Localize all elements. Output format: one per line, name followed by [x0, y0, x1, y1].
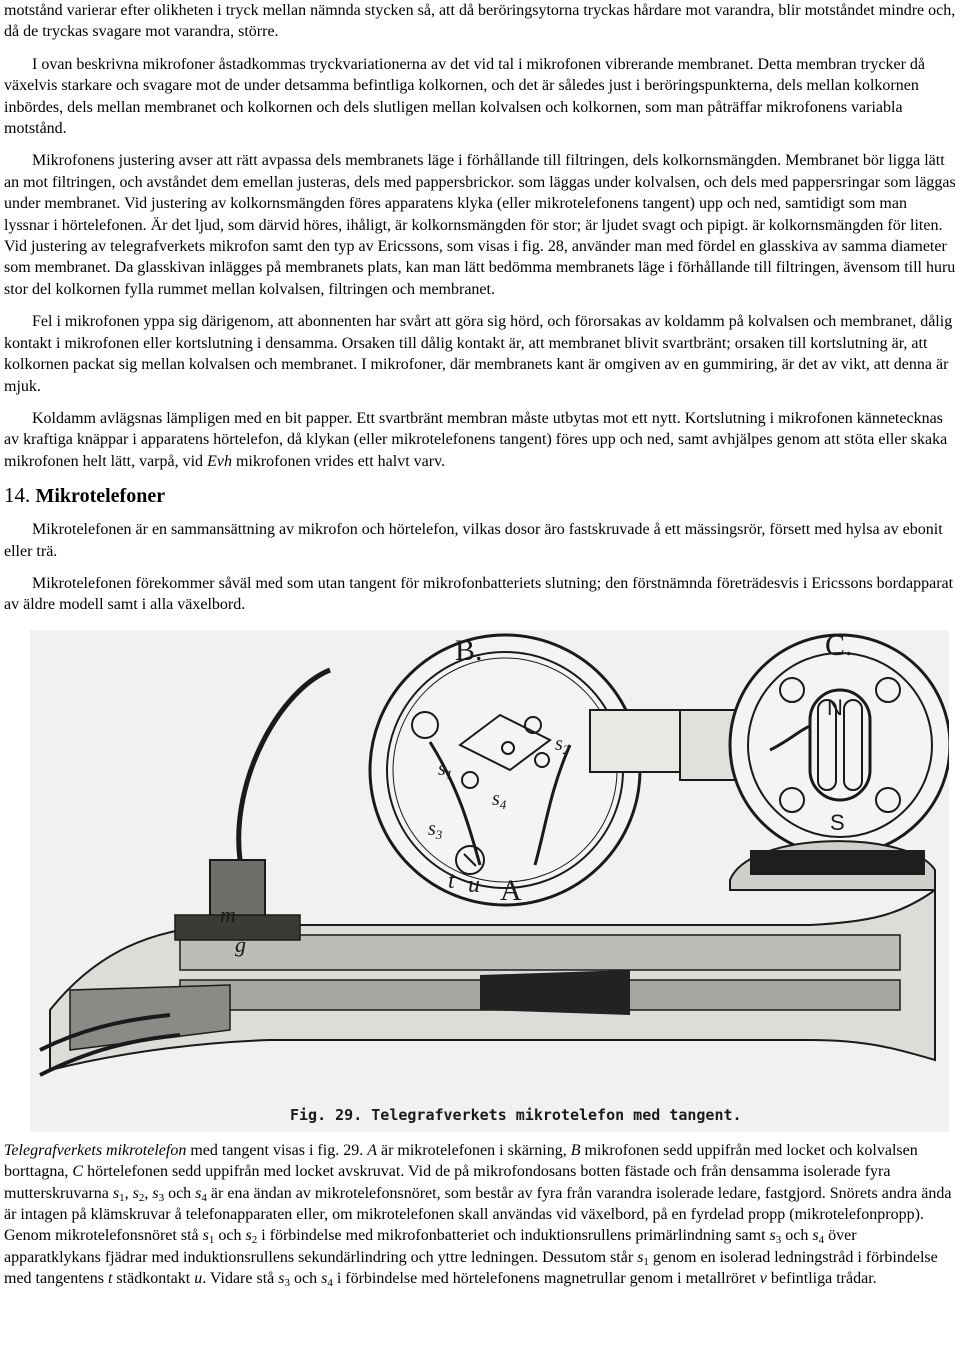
koldamm-text: Koldamm avlägsnas lämpligen med en bit papper. Ett svartbränt membran måste utbytas mot ett nytt. Kortslutning i mikrofonen kännetecknas av kraftiga knäppar i apparatens hörtelefon, då klykan (eller mikrotelefonens tangent) föres upp och ned, samt avhjälpes genom att stöta eller skaka mikrofonen helt lätt, varpå, vid: [4, 409, 948, 470]
label-b: B.: [455, 633, 483, 667]
label-t: t: [448, 867, 455, 894]
label-s1: $s_1$: [438, 757, 453, 782]
evh-italic: Evh: [207, 452, 232, 470]
label-s2: $s_2$: [555, 732, 570, 757]
caption-italic-title: Telegrafverkets mikrotelefon: [4, 1141, 187, 1159]
document-page: [4, 0, 956, 1290]
label-n: N: [827, 694, 843, 720]
paragraph-forekommer: Mikrotelefonen förekommer såväl med som utan tangent för mikrofonbatteriets slutning; den förstnämnda företrädesvis i Ericssons bordapparat av äldre modell samt i alla växelbord.: [4, 574, 954, 614]
heading-number: 14.: [4, 483, 31, 508]
section-heading: [4, 482, 956, 509]
paragraph-koldamm: [4, 408, 956, 472]
koldamm-text-end: mikrofonen vrides ett halvt varv.: [231, 452, 446, 470]
paragraph-tryckvariationer: I ovan beskrivna mikrofoner åstadkommas tryckvariationerna av det vid tal i mikrofonen vibrerande membranet. Detta membran trycker då växelvis starkare och svagare mot de under detsamma befintliga kolkornen, och det är således just i beröringspunkterna, dels mellan kolkornen inbördes, dels mellan membranet och kolkornen och dels slutligen mellan kolvalsen och kolkornen, som man påträffar mikrofonens variabla motstånd.: [4, 55, 926, 138]
label-a: A: [500, 873, 522, 907]
figure-caption: Fig. 29. Telegrafverkets mikrotelefon med tangent.: [290, 1105, 742, 1124]
paragraph-fel: Fel i mikrofonen yppa sig därigenom, att abonnenten har svårt att göra sig hörd, och förorsakas av koldamm på kolvalsen och membranet, dålig kontakt i mikrofonen eller kortslutning i densamma. Orsaken till dålig kontakt är, att membranet blivit svartbränt; orsaken till kortslutning är, att kolkornen packat sig mellan kolvalsen och membranet. I mikrofoner, där membranets kant är omgiven av en gummiring, är det av vikt, att denna är mjuk.: [4, 313, 953, 395]
figure-29: [30, 630, 949, 1132]
label-m: m: [220, 901, 236, 927]
label-g: g: [235, 931, 246, 957]
paragraph-figure-description: Telegrafverkets mikrotelefon med tangent visas i fig. 29. A är mikrotelefonen i skärning, B mikrofonen sedd uppifrån med locket och kolvalsen borttagna, C hörtelefonen sedd uppifrån med locket avskruvat. Vid de på mikrofondosans botten fästade och från densamma isolerade fyra mutterskruvarna $s_1$, $s_2$, $s_3$ och $s_4$ är ena ändan av mikrotelefonsnöret, som består av fyra från varandra isolerade ledare, fastgjord. Snörets andra ända är intagen på klämskruvar å telefonapparaten eller, om mikrotelefonen skall användas vid växelbord, på en fyrdelad propp (mikrotelefonpropp). Genom mikrotelefonsnöret stå $s_1$ och $s_2$ i förbindelse med mikrofonbatteriet och induktionsrullens primärlindning samt $s_3$ och $s_4$ över apparatklykans fjädrar med induktionsrullens sekundärlindring och yttre ledningen. Dessutom står $s_1$ genom en isolerad ledningstråd i förbindelse med tangentens t städkontakt u. Vidare stå $s_3$ och $s_4$ i förbindelse med hörtelefonens magnetrullar genom i metallröret v befintliga trådar.: [4, 1141, 952, 1290]
label-u: u: [468, 871, 480, 898]
label-s: S: [830, 809, 845, 835]
label-s4: $s_4$: [492, 787, 507, 812]
paragraph-continued: motstånd varierar efter olikheten i tryck mellan nämnda stycken så, att då beröringsytorna tryckas hårdare mot varandra, blir motståndet mindre och, då de tryckas svagare mot varandra, större.: [4, 2, 956, 41]
label-c: C.: [825, 629, 853, 662]
technical-drawing: [30, 630, 949, 1132]
label-s3: $s_3$: [428, 817, 443, 842]
paragraph-justering: Mikrofonens justering avser att rätt avpassa dels membranets läge i förhållande till filtringen, dels kolkornsmängden. Membranet bör ligga lätt an mot filtringen, och avståndet dem emellan justeras, dels med pappersbrickor. som läggas under kolvalsen, och dels med pappersringar som läggas under membranet. Vid justering av kolkornsmängden föres apparatens klyka (eller mikrotelefonens tangent) upp och ned, samtidigt som man lyssnar i hörtelefonen. Är det ljud, som därvid höres, ihåligt, är kolkornsmängden för stor; är ljudet svagt och pipigt. är kolkornsmängden för liten. Vid justering av telegrafverkets mikrofon samt den typ av Ericssons, som visas i fig. 28, använder man med fördel en glasskiva av samma diameter som membranet. Da glasskivan inlägges på membranets plats, kan man lätt bedömma membranets läge i förhållande till filtringen, ävensom till huru stor del kolkornen fylla rummet mellan kolvalsen, filtringen och membranet.: [4, 152, 956, 298]
heading-title: Mikrotelefoner: [35, 485, 166, 508]
paragraph-sammansattning: Mikrotelefonen är en sammansättning av mikrofon och hörtelefon, vilkas dosor äro fastskruvade å ett mässingsrör, försett med hylsa av ebonit eller trä.: [4, 521, 943, 560]
